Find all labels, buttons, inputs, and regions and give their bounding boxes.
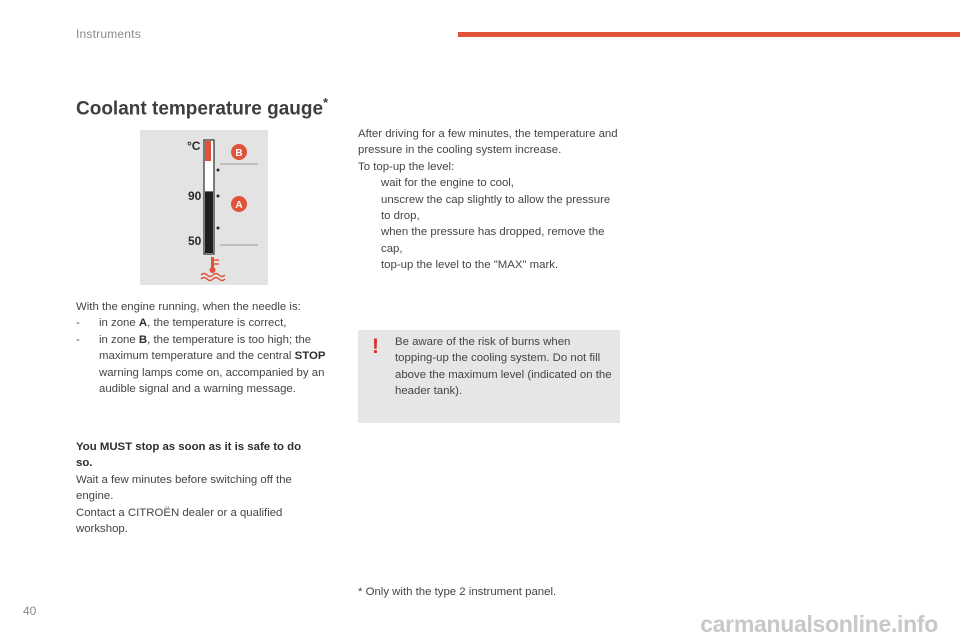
gauge-tick-90: 90 (188, 189, 202, 203)
title-asterisk: * (323, 95, 329, 110)
topup-step (358, 192, 622, 225)
topup-step (358, 257, 622, 273)
zone-a-label: A (138, 317, 148, 330)
coolant-gauge-svg (140, 130, 268, 285)
dash-marker: - (76, 317, 80, 330)
coolant-temperature-icon (201, 257, 225, 281)
watermark: carmanualsonline.info (700, 611, 938, 637)
topup-intro: After driving for a few minutes, the temperature and pressure in the cooling system increase. (358, 128, 618, 157)
page-title (76, 95, 328, 120)
section-header: Instruments (76, 27, 141, 41)
zone-b-post2: warning lamps come on, accompanied by an audible signal and a warning message. (99, 366, 325, 396)
zone-b-post: , the temperature is too high; the maximum temperature and the central (99, 333, 312, 363)
gauge-tick-50: 50 (188, 234, 202, 248)
topup-step-text: when the pressure has dropped, remove the cap, (381, 226, 605, 255)
must-stop-bold: You MUST stop as soon as it is safe to do so. (76, 441, 302, 470)
gauge-tick-mark (217, 169, 220, 172)
zone-a-letter: A (235, 200, 243, 211)
topup-step-text: unscrew the cap slightly to allow the pressure to drop, (381, 193, 611, 223)
topup-title: To top-up the level: (358, 160, 455, 173)
zone-b-letter: B (235, 148, 243, 159)
stop-label: STOP (294, 350, 326, 363)
warning-text: Be aware of the risk of burns when topping-up the cooling system. Do not fill above the maximum level (indicated on the header tank). (395, 336, 612, 398)
dash-marker: - (76, 333, 80, 346)
warning-exclamation-icon: ! (372, 335, 379, 358)
topup-step-text: wait for the engine to cool, (381, 177, 514, 190)
coolant-gauge-illustration (140, 130, 268, 285)
zone-b-pre: in zone (99, 333, 139, 346)
zone-b-item (76, 332, 338, 398)
topup-instructions (358, 126, 622, 274)
page-number: 40 (23, 604, 37, 618)
gauge-tick-mark (217, 227, 220, 230)
header-accent-bar (458, 32, 960, 37)
must-stop-text (76, 439, 318, 472)
topup-steps (358, 175, 622, 273)
footnote: * Only with the type 2 instrument panel. (358, 586, 557, 598)
zone-list (76, 315, 338, 397)
gauge-unit-label: °C (187, 139, 201, 153)
topup-step-text: top-up the level to the "MAX" mark. (381, 259, 559, 272)
zone-a-item (76, 315, 338, 331)
gauge-red-zone (205, 141, 211, 161)
gauge-tick-mark (217, 195, 220, 198)
topup-step (358, 175, 622, 191)
gauge-bar-fill (205, 191, 213, 253)
zone-a-pre: in zone (99, 317, 139, 330)
needle-intro: With the engine running, when the needle is: (76, 301, 301, 313)
stop-instructions (76, 439, 318, 537)
topup-step (358, 224, 622, 257)
needle-zone-description (76, 299, 338, 397)
wait-text: Wait a few minutes before switching off the engine. (76, 473, 292, 503)
zone-a-post: , the temperature is correct, (147, 317, 287, 330)
contact-text: Contact a CITROËN dealer or a qualified workshop. (76, 506, 283, 536)
page-title-text: Coolant temperature gauge (76, 98, 324, 120)
zone-b-label: B (138, 333, 148, 346)
